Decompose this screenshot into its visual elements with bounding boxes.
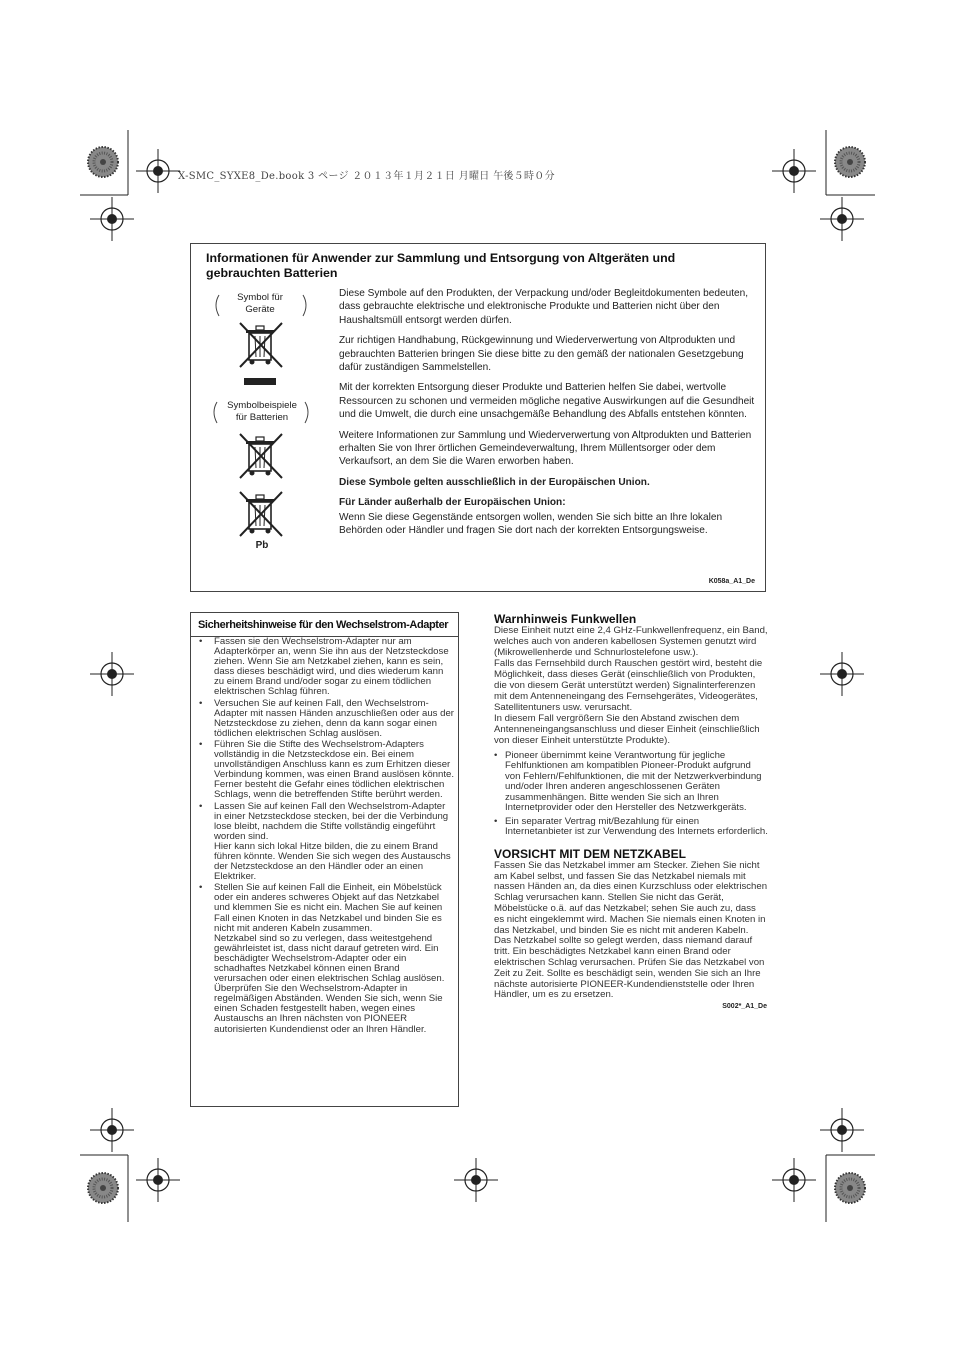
outside-eu-heading: Für Länder außerhalb der Europäischen Union:: [339, 497, 566, 509]
print-header-line: X-SMC_SYXE8_De.book 3 ページ ２０１３年１月２１日 月曜日 午後５時０分: [178, 171, 555, 182]
crop-mark: [90, 197, 134, 241]
safety-item: • Lassen Sie auf keinen Fall den Wechselstrom-Adapter in einer Netzsteckdose stecken, bei der die Verbindung lose bleibt, nachdem die Stifte vollständig eingeführt worden sind. Hier kann sich lokal Hitze bilden, die zu einem Brand führen könnte. Wenden Sie sich wegen des Austauschs der Netzsteckdose an den Händler oder an einen Elektriker.: [196, 802, 454, 883]
disposal-paragraph: Mit der korrekten Entsorgung dieser Produkte und Batterien helfen Sie dabei, wertvolle Ressourcen zu schonen und vermeiden mögliche negative Auswirkungen auf die Gesundheit und die Umwelt, die durch eine unsachgemäße Behandlung des Abfalls entstehen könnten.: [339, 382, 755, 421]
outside-eu-text: Wenn Sie diese Gegenstände entsorgen wollen, wenden Sie sich bitte an Ihre lokalen Behörden oder Händler und fragen Sie dort nach der korrekten Entsorgungsweise.: [339, 511, 723, 537]
cable-heading: VORSICHT MIT DEM NETZKABEL: [494, 846, 686, 861]
radio-heading: Warnhinweis Funkwellen: [494, 612, 637, 626]
crossed-bin-battery-icon: [236, 433, 288, 483]
bracket-devices: [211, 292, 311, 322]
safety-item: • Stellen Sie auf keinen Fall die Einheit, ein Möbelstück oder ein anderes schweres Objekt auf das Netzkabel und klemmen Sie es nicht ein. Machen Sie auf keinen Fall einen Knoten in das Netzkabel und binden Sie es nicht mit anderen Kabeln zusammen. Netzkabel sind so zu verlegen, dass weitestgehend gewährleistet ist, dass nicht darauf getreten wird. Ein beschädigter Wechselstrom-Adapter oder ein schadhaftes Netzkabel können einen Brand verursachen oder einen elektrischen Schlag auslösen. Überprüfen Sie den Wechselstrom-Adapter in regelmäßigen Abständen. Wenden Sie sich, wenn Sie einen Schaden festgestellt haben, wegen eines Austauschs an Ihren nächsten von PIONEER autorisierten Kundendienst oder an Ihren Händler.: [196, 883, 454, 1034]
disposal-info-box: [190, 243, 766, 592]
ac-adapter-safety-box: [190, 612, 459, 1107]
crop-mark: [136, 149, 180, 193]
color-register-mark: [835, 147, 865, 177]
radio-paragraph: Diese Einheit nutzt eine 2,4 GHz-Funkwellenfrequenz, ein Band, welches auch von anderen kabellosen Systemen genutzt wird (Mikrowellenherde und Schnurlostelefone usw.).: [494, 625, 768, 658]
disposal-paragraphs: [339, 287, 757, 545]
crop-mark: [772, 149, 816, 193]
safety-list: [196, 637, 454, 1036]
crop-mark: [820, 1108, 864, 1152]
disposal-paragraph: Zur richtigen Handhabung, Rückgewinnung und Wiederverwertung von Altprodukten und gebrauchten Batterien bringen Sie diese bitte zu den gemäß der nationalen Gesetzgebung dafür zuständigen Sammelstellen.: [339, 335, 744, 374]
radio-paragraph: In diesem Fall vergrößern Sie den Abstand zwischen dem Antenneneingangsanschluss und dieser Einheit (einschließlich von dieser Einheit unterstützte Produkte).: [494, 713, 760, 746]
crop-mark: [454, 1158, 498, 1202]
symbol-batteries-label: Symbolbeispiele für Batterien: [227, 400, 297, 423]
disposal-paragraph: Weitere Informationen zur Sammlung und Wiederverwertung von Altprodukten und Batterien erhalten Sie von Ihrer örtlichen Gemeindeverwaltung, Ihrem Müllentsorger oder dem Verkaufsort, an dem Sie die Waren erworben haben.: [339, 429, 752, 468]
crossed-bin-battery-pb-icon: [236, 491, 288, 541]
cable-text: Fassen Sie das Netzkabel immer am Stecker. Ziehen Sie nicht am Kabel selbst, und fassen Sie das Netzkabel niemals mit nassen Händen an, da dies einen Kurzschluss oder elektrischen Schlag verursachen kann. Stellen Sie nicht das Gerät, Möbelstücke o.ä. auf das Netzkabel; sehen Sie auch zu, dass es nicht eingeklemmt wird. Machen Sie niemals einen Knoten in das Netzkabel, und binden Sie es nicht mit anderen Kabeln. Das Netzkabel sollte so gelegt werden, dass niemand darauf tritt. Ein beschädigtes Netzkabel kann einen Brand oder elektrischen Schlag verursachen. Prüfen Sie das Netzkabel von Zeit zu Zeit. Sollte es beschädigt sein, wenden Sie sich an Ihre nächste autorisierte PIONEER-Kundendienststelle oder Ihren Händler, um es zu ersetzen.: [494, 859, 768, 1001]
radio-bullet: • Pioneer übernimmt keine Verantwortung für jegliche Fehlfunktionen am kompatiblen Pioneer-Produkt aufgrund von Fehlern/Fehlfunktionen, die mit der Netzwerkverbindung und/oder Ihren anderen angeschlossenen Geräten zusammenhängen. Bitte wenden Sie sich an Ihren Internetprovider oder den Hersteller des Netzwerkgeräts.: [494, 751, 768, 814]
disposal-paragraph: Diese Symbole auf den Produkten, der Verpackung und/oder Begleitdokumenten bedeuten, dass gebrauchte elektrische und elektronische Produkte und Batterien nicht über den Haushaltsmüll entsorgt werden dürfen.: [339, 288, 749, 326]
color-register-mark: [88, 147, 118, 177]
crossed-bin-devices-icon: [236, 322, 288, 388]
color-register-mark: [88, 1173, 118, 1203]
radio-paragraph: Falls das Fernsehbild durch Rauschen gestört wird, besteht die Möglichkeit, dass dieses Gerät (einschließlich von Produkten, die von diesem Gerät unterstützt werden) Signalinterferenzen mit dem Antenneneingang des Fernsehgerätes, Videogerätes, Satellitentuners usw. verursacht.: [494, 658, 763, 713]
crop-mark: [90, 652, 134, 696]
radio-bullet: • Ein separater Vertrag mit/Bezahlung für einen Internetanbieter ist zur Verwendung des Internets erforderlich.: [494, 817, 768, 838]
safety-heading: Sicherheitshinweise für den Wechselstrom-Adapter: [198, 619, 449, 631]
crop-mark: [820, 197, 864, 241]
radio-bullets: [494, 751, 768, 838]
right-column: [494, 612, 768, 1010]
safety-item: • Fassen sie den Wechselstrom-Adapter nur am Adapterkörper an, wenn Sie ihn aus der Netzsteckdose ziehen. Wenn Sie am Netzkabel ziehen, kann es sein, dass dieses beschädigt wird, und dies wiederum kann zu einem Brand und/oder sogar zu einem tödlichen elektrischen Schlag führen.: [196, 637, 454, 698]
safety-item: • Führen Sie die Stifte des Wechselstrom-Adapters vollständig in die Netzsteckdose ein. Bei einem unvollständigen Anschluss kann es zum Erhitzen dieser Verbindung kommen, was einen Brand auslösen könnte. Ferner besteht die Gefahr eines tödlichen elektrischen Schlags, wenn die betreffenden Stifte berührt werden.: [196, 740, 454, 801]
disposal-title: Informationen für Anwender zur Sammlung und Entsorgung von Altgeräten und gebrauchten Batterien: [206, 251, 676, 280]
disposal-code: K058a_A1_De: [708, 578, 755, 585]
symbol-devices-label: Symbol für Geräte: [237, 292, 283, 315]
cable-code: S002*_A1_De: [722, 1003, 767, 1011]
crop-mark: [820, 652, 864, 696]
bracket-batteries: [209, 399, 313, 429]
safety-item: • Versuchen Sie auf keinen Fall, den Wechselstrom-Adapter mit nassen Händen anzuschließen oder aus der Netzsteckdose zu ziehen, denn da kann sogar einen tödlichen elektrischen Schlag auslösen.: [196, 699, 454, 739]
crop-mark: [772, 1158, 816, 1202]
eu-only-note: Diese Symbole gelten ausschließlich in der Europäischen Union.: [339, 476, 650, 488]
color-register-mark: [835, 1173, 865, 1203]
crop-mark: [136, 1158, 180, 1202]
crop-mark: [90, 1108, 134, 1152]
pb-label: Pb: [255, 540, 269, 551]
